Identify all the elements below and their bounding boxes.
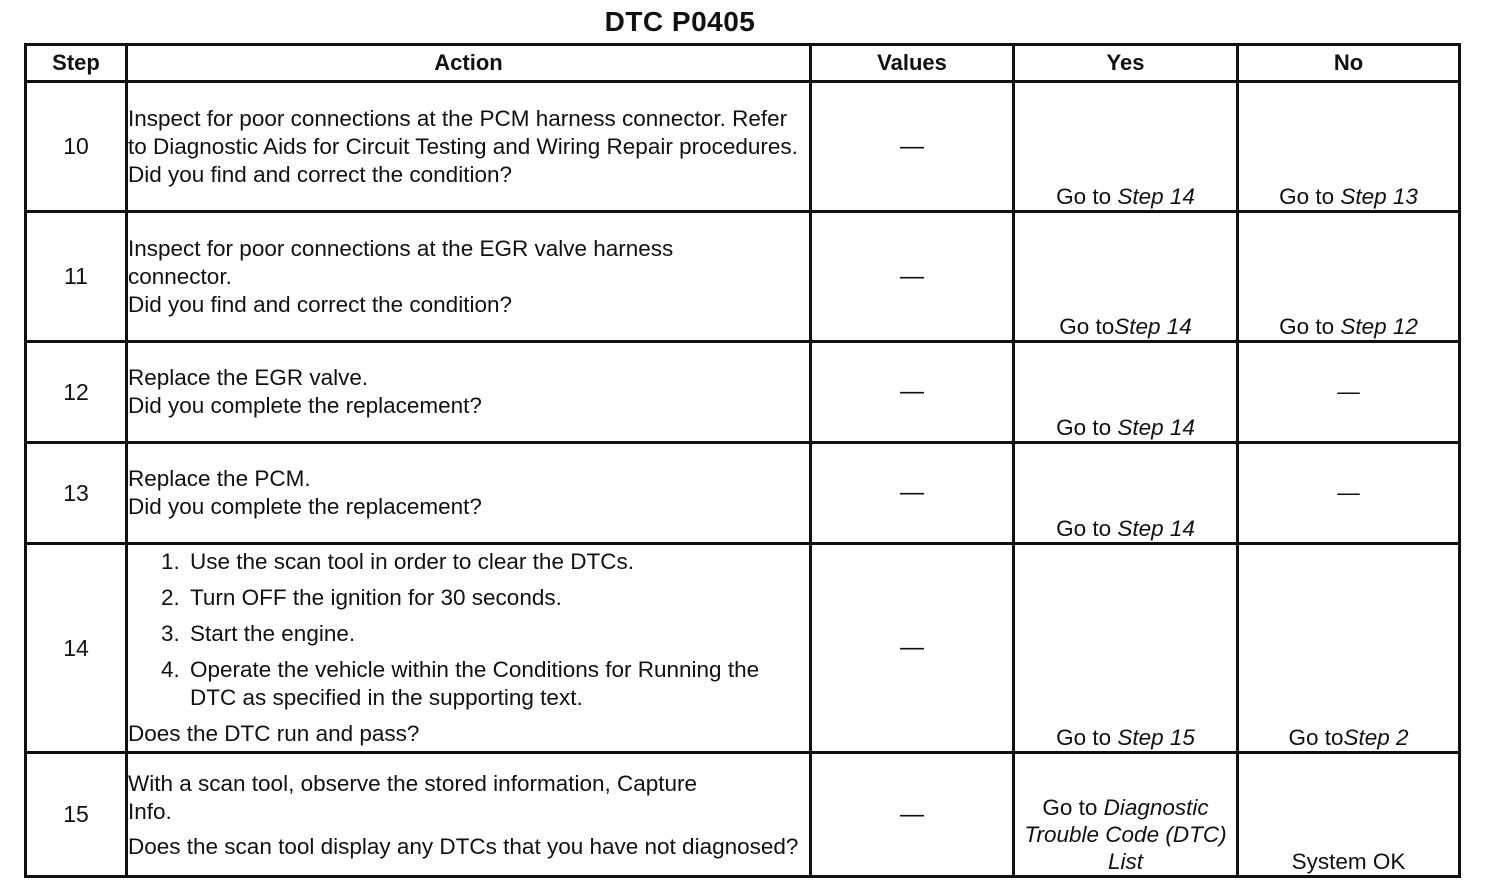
action-question: Did you find and correct the condition? <box>128 161 512 187</box>
action-question: Did you complete the replacement? <box>128 494 482 519</box>
values-cell: — <box>811 544 1014 753</box>
yes-cell <box>1014 82 1238 212</box>
header-no: No <box>1238 45 1460 82</box>
no-cell <box>1238 212 1460 342</box>
list-item: 4. Operate the vehicle within the Conditions for Running the DTC as specified in the supporting text. <box>186 656 809 712</box>
values-cell: — <box>811 342 1014 443</box>
step-number: 11 <box>26 212 127 342</box>
step-number: 15 <box>26 753 127 877</box>
yes-cell <box>1014 443 1238 544</box>
yes-step-link: Step 15 <box>1117 725 1195 750</box>
no-step-link: Step 13 <box>1340 184 1418 209</box>
yes-step-link: Step 14 <box>1117 516 1195 541</box>
action-text: Replace the EGR valve. <box>128 365 369 390</box>
table-row <box>26 753 1460 877</box>
action-text: Replace the PCM. <box>128 466 311 491</box>
table-row <box>26 443 1460 544</box>
values-cell: — <box>811 212 1014 342</box>
action-text: Inspect for poor connections at the EGR valve harness connector. <box>128 235 674 289</box>
table-row <box>26 82 1460 212</box>
yes-diagnostic-link: Diagnostic Trouble Code (DTC) List <box>1024 795 1227 874</box>
action-cell <box>127 443 811 544</box>
step-number: 10 <box>26 82 127 212</box>
list-item: 3. Start the engine. <box>186 620 809 648</box>
yes-prefix: Go to <box>1059 314 1115 339</box>
action-text: Inspect for poor connections at the PCM harness connector. Refer to Diagnostic Aids for Circuit Testing and Wiring Repair procedures. <box>128 105 798 159</box>
no-prefix: Go to <box>1279 314 1341 339</box>
no-prefix: Go to <box>1279 184 1341 209</box>
header-row <box>26 45 1460 82</box>
action-text: With a scan tool, observe the stored information, Capture Info. <box>128 770 698 824</box>
action-question: Does the scan tool display any DTCs that you have not diagnosed? <box>128 833 799 859</box>
table-row <box>26 544 1460 753</box>
header-action: Action <box>127 45 811 82</box>
table-row <box>26 342 1460 443</box>
procedure-list <box>128 548 809 720</box>
action-cell <box>127 753 811 877</box>
table-row <box>26 212 1460 342</box>
action-cell <box>127 544 811 753</box>
action-question: Does the DTC run and pass? <box>128 721 420 746</box>
step-number: 13 <box>26 443 127 544</box>
step-number: 12 <box>26 342 127 443</box>
yes-step-link: Step 14 <box>1114 314 1192 339</box>
header-step: Step <box>26 45 127 82</box>
yes-step-link: Step 14 <box>1117 184 1195 209</box>
yes-prefix: Go to <box>1056 516 1118 541</box>
action-cell <box>127 82 811 212</box>
yes-prefix: Go to <box>1056 725 1118 750</box>
diagnostic-table <box>24 43 1461 878</box>
no-cell: — <box>1238 342 1460 443</box>
list-item: 2. Turn OFF the ignition for 30 seconds. <box>186 584 809 612</box>
yes-prefix: Go to <box>1056 184 1118 209</box>
action-cell <box>127 212 811 342</box>
no-cell: System OK <box>1238 753 1460 877</box>
header-yes: Yes <box>1014 45 1238 82</box>
page-title: DTC P0405 <box>604 6 756 37</box>
yes-cell <box>1014 342 1238 443</box>
no-cell: — <box>1238 443 1460 544</box>
header-values: Values <box>811 45 1014 82</box>
no-step-link: Step 12 <box>1340 314 1418 339</box>
yes-prefix: Go to <box>1042 795 1104 820</box>
action-cell <box>127 342 811 443</box>
no-prefix: Go to <box>1288 725 1344 750</box>
yes-cell <box>1014 544 1238 753</box>
list-item: 1. Use the scan tool in order to clear the DTCs. <box>186 548 809 576</box>
yes-step-link: Step 14 <box>1117 415 1195 440</box>
values-cell: — <box>811 443 1014 544</box>
yes-prefix: Go to <box>1056 415 1118 440</box>
yes-cell <box>1014 753 1238 877</box>
no-cell <box>1238 544 1460 753</box>
no-cell <box>1238 82 1460 212</box>
step-number: 14 <box>26 544 127 753</box>
action-question: Did you find and correct the condition? <box>128 291 512 317</box>
action-question: Did you complete the replacement? <box>128 393 482 418</box>
values-cell: — <box>811 82 1014 212</box>
no-step-link: Step 2 <box>1343 725 1409 750</box>
yes-cell <box>1014 212 1238 342</box>
values-cell: — <box>811 753 1014 877</box>
